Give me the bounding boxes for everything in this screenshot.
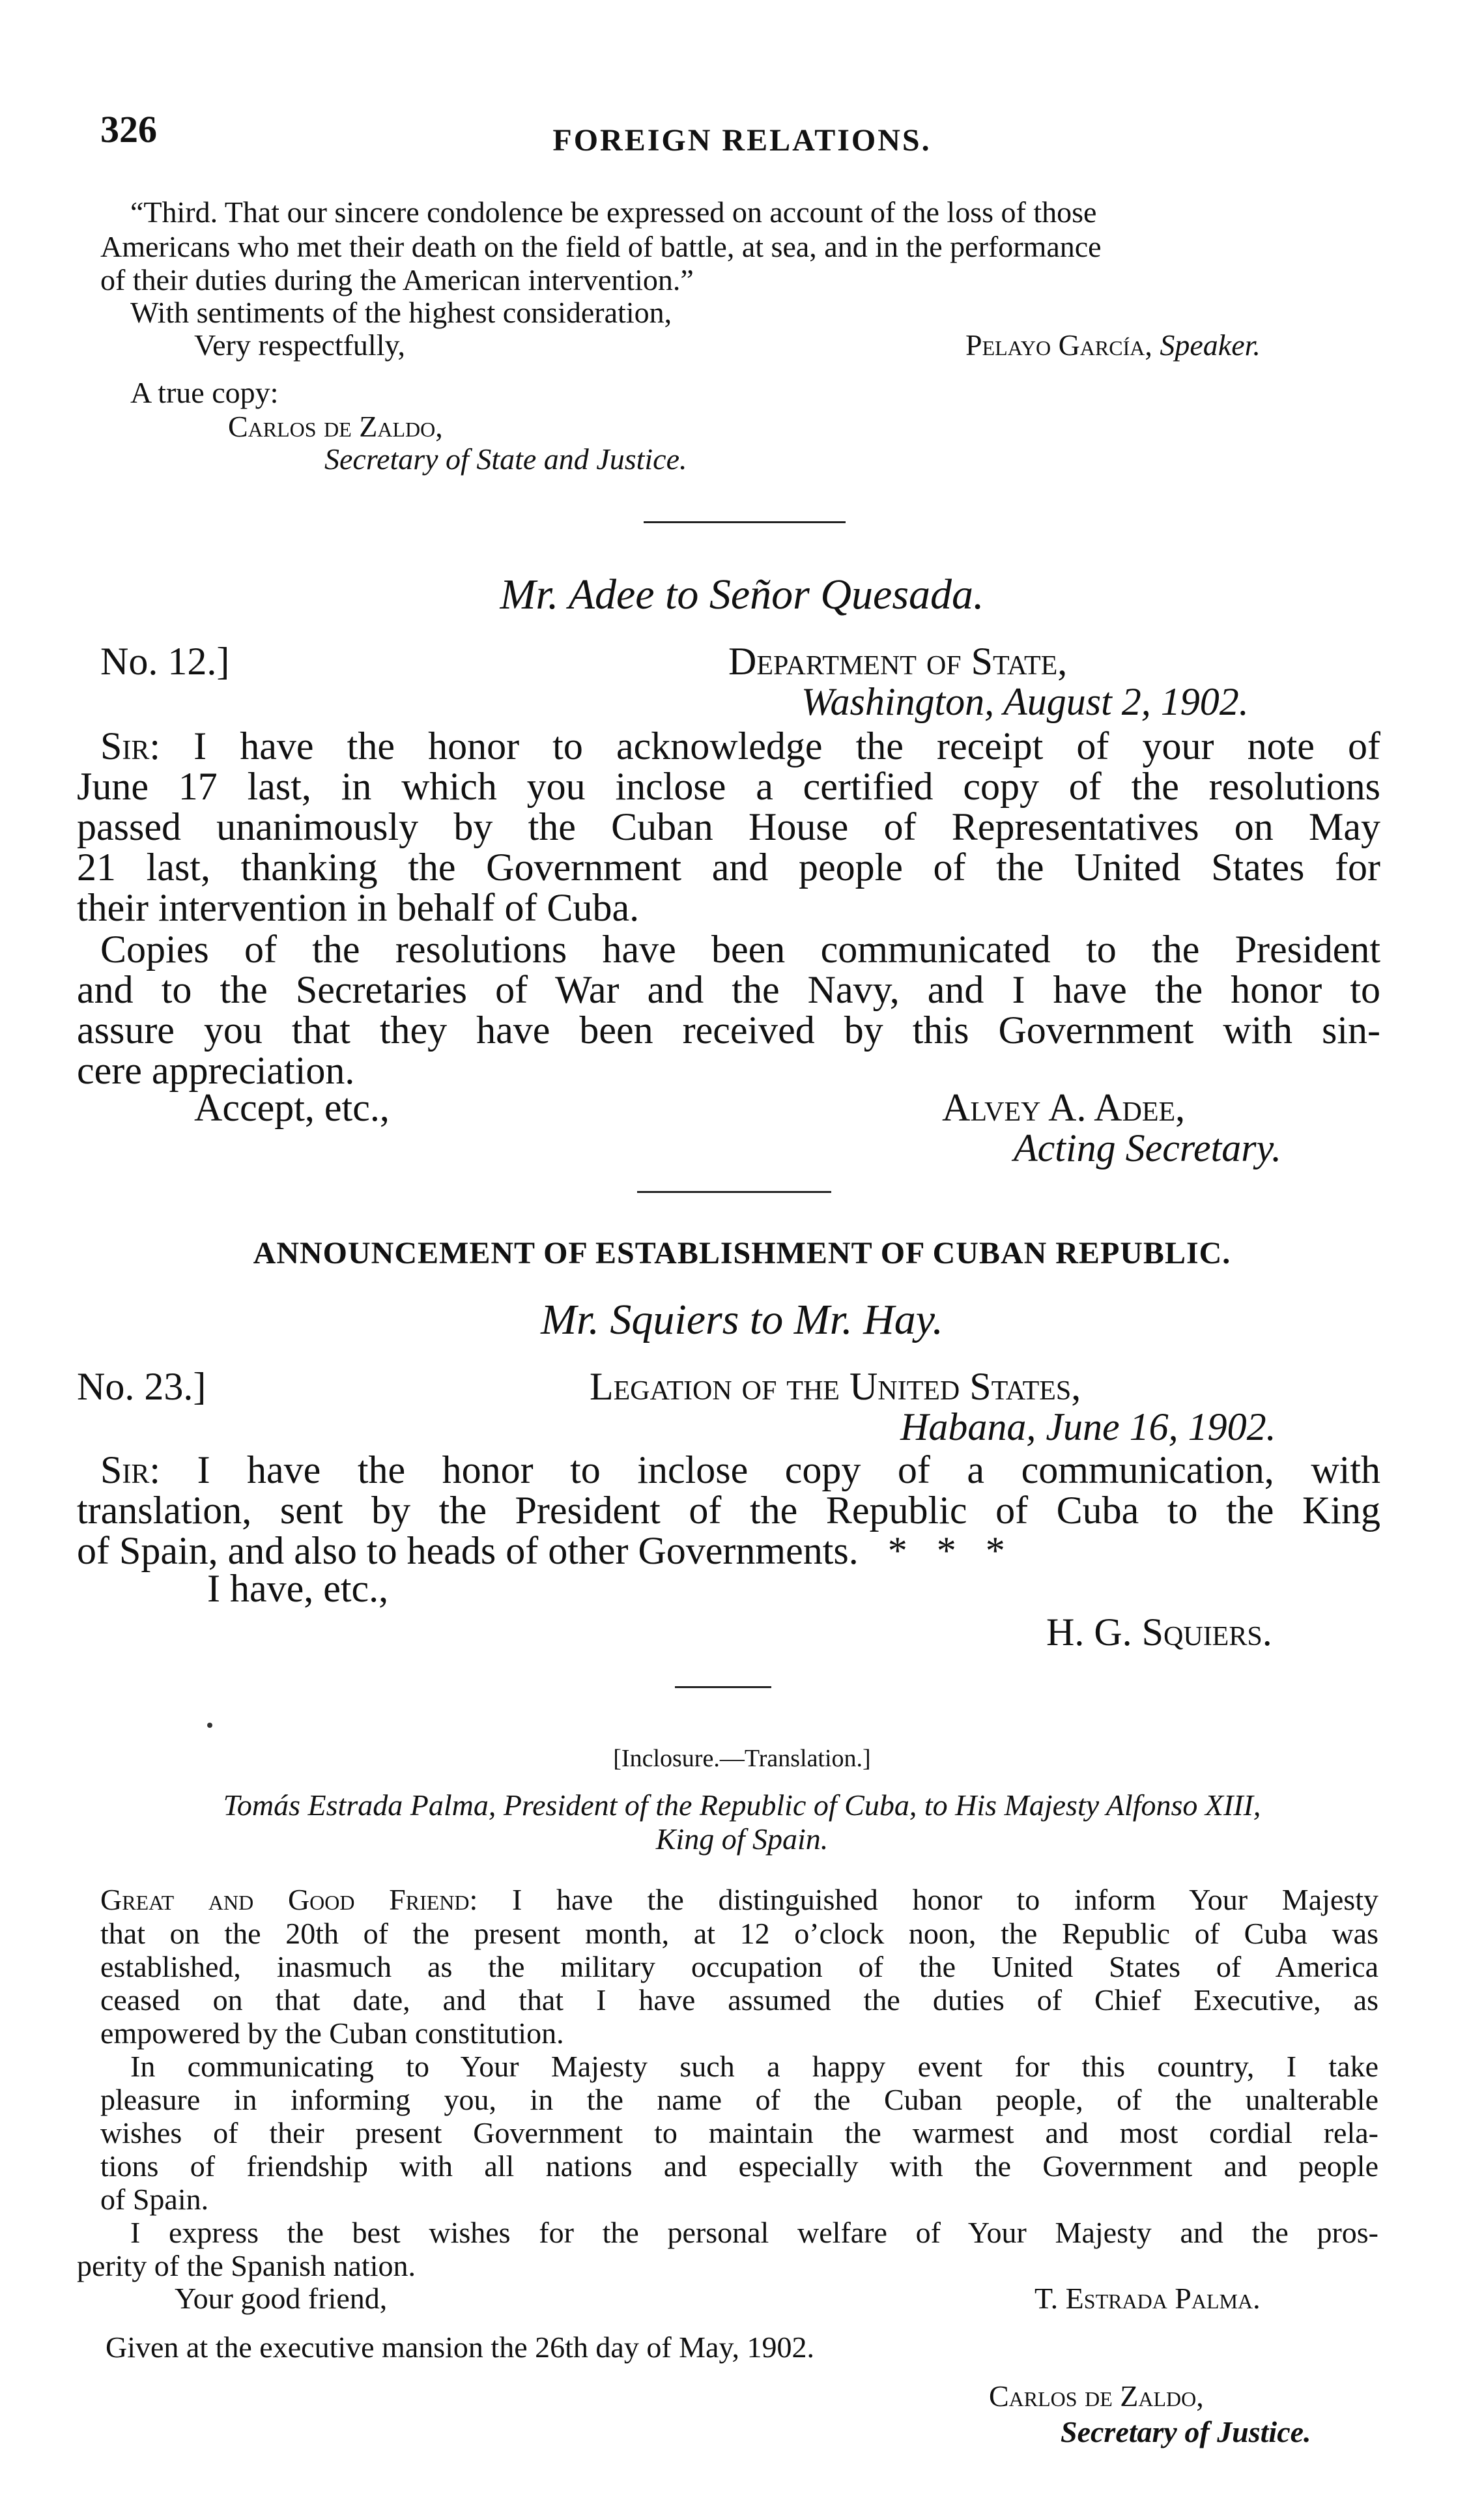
signer-title: Acting Secretary. <box>1014 1126 1281 1169</box>
inclosure-paragraph-line: empowered by the Cuban constitution. <box>100 2016 564 2050</box>
page-number: 326 <box>100 108 157 151</box>
inclosure-title: King of Spain. <box>655 1822 829 1856</box>
letter-heading: Mr. Adee to Señor Quesada. <box>500 571 984 618</box>
paragraph-text: I have the honor to acknowledge the receipt of your note of <box>193 725 1380 768</box>
given-line: Given at the executive mansion the 26th day of May, 1902. <box>106 2331 814 2364</box>
letter-paragraph-line: assure you that they have been received by this Government with sin- <box>77 1009 1380 1052</box>
sentiments-line: With sentiments of the highest consideration, <box>130 296 672 329</box>
closing-friend: Your good friend, <box>175 2282 388 2315</box>
inclosure-paragraph-line: of Spain. <box>100 2183 209 2216</box>
letter-paragraph-line: and to the Secretaries of War and the Navy, and I have the honor to <box>77 968 1380 1011</box>
letter-number: No. 12.] <box>100 640 230 683</box>
paragraph-text: I have the honor to inclose copy of a communication, with <box>197 1448 1380 1491</box>
letter-heading: Mr. Squiers to Mr. Hay. <box>541 1296 943 1343</box>
salutation: Great and Good Friend: <box>100 1883 478 1916</box>
copy-signer-title: Secretary of State and Justice. <box>324 442 687 476</box>
copy-signer-name: Carlos de Zaldo, <box>228 410 443 443</box>
department-line: Department of State, <box>728 640 1068 683</box>
signer-name: T. Estrada Palma. <box>1035 2282 1261 2315</box>
closing-have: I have, etc., <box>207 1567 389 1610</box>
inclosure-paragraph-line: perity of the Spanish nation. <box>77 2249 416 2282</box>
running-title: FOREIGN RELATIONS. <box>552 123 932 158</box>
letter-paragraph-line: their intervention in behalf of Cuba. <box>77 886 640 929</box>
inclosure-paragraph-line: ceased on that date, and that I have assumed the duties of Chief Executive, as <box>100 1983 1378 2016</box>
letter-paragraph-line: June 17 last, in which you inclose a certified copy of the resolutions <box>77 765 1380 808</box>
signer-title: Speaker. <box>1160 328 1261 362</box>
closing-respectfully: Very respectfully, <box>194 328 405 362</box>
signer-name: H. G. Squiers. <box>1046 1611 1272 1654</box>
inclosure-paragraph-line: tions of friendship with all nations and especially with the Government and people <box>100 2149 1378 2183</box>
letter-paragraph-line: of Spain, and also to heads of other Governments. * * * <box>77 1529 1005 1572</box>
separator-rule <box>637 1191 831 1193</box>
separator-rule <box>675 1686 771 1688</box>
separator-rule <box>644 521 846 523</box>
letter-paragraph-line: cere appreciation. <box>77 1049 355 1092</box>
attest-name: Carlos de Zaldo, <box>989 2379 1204 2413</box>
signer-garcia <box>965 330 1261 360</box>
place-date: Washington, August 2, 1902. <box>801 680 1249 723</box>
inclosure-paragraph-line: wishes of their present Government to maintain the warmest and most cordial rela- <box>100 2116 1378 2149</box>
inclosure-paragraph-line: In communicating to Your Majesty such a happy event for this country, I take <box>130 2050 1378 2083</box>
signer-name: Alvey A. Adee, <box>942 1086 1186 1129</box>
letter-number: No. 23.] <box>77 1365 207 1408</box>
closing-accept: Accept, etc., <box>194 1086 390 1129</box>
signer-name: Pelayo García, <box>965 328 1152 362</box>
salutation: Sir: <box>100 1448 161 1491</box>
resolution-line: of their duties during the American intervention.” <box>100 263 694 296</box>
inclosure-paragraph-line: I express the best wishes for the personal welfare of Your Majesty and the pros- <box>130 2216 1378 2249</box>
salutation: Sir: <box>100 725 161 768</box>
letter-paragraph-line: 21 last, thanking the Government and people of the United States for <box>77 846 1380 889</box>
inclosure-label: [Inclosure.—Translation.] <box>613 1745 871 1772</box>
letter-paragraph-line <box>100 726 1380 766</box>
letter-paragraph-line: translation, sent by the President of the Republic of Cuba to the King <box>77 1489 1380 1532</box>
resolution-line: “Third. That our sincere condolence be expressed on account of the loss of those <box>130 195 1097 229</box>
section-title: ANNOUNCEMENT OF ESTABLISHMENT OF CUBAN REPUBLIC. <box>253 1236 1231 1270</box>
place-date: Habana, June 16, 1902. <box>900 1405 1276 1448</box>
resolution-line: Americans who met their death on the field of battle, at sea, and in the performance <box>100 230 1102 263</box>
inclosure-paragraph-line: that on the 20th of the present month, at 12 o’clock noon, the Republic of Cuba was <box>100 1917 1378 1950</box>
attest-title: Secretary of Justice. <box>1061 2415 1311 2448</box>
letter-paragraph-line: passed unanimously by the Cuban House of Representatives on May <box>77 805 1380 848</box>
paragraph-text: I have the distinguished honor to inform Your Majesty <box>512 1883 1378 1916</box>
inclosure-paragraph-line: established, inasmuch as the military occupation of the United States of America <box>100 1950 1378 1983</box>
print-speck <box>207 1723 212 1728</box>
true-copy-label: A true copy: <box>130 376 279 409</box>
legation-line: Legation of the United States, <box>590 1365 1081 1408</box>
inclosure-paragraph-line: pleasure in informing you, in the name of the Cuban people, of the unalterable <box>100 2083 1378 2116</box>
inclosure-paragraph-line <box>100 1885 1378 1915</box>
letter-paragraph-line <box>100 1450 1380 1489</box>
letter-paragraph-line: Copies of the resolutions have been communicated to the President <box>100 928 1380 971</box>
inclosure-title: Tomás Estrada Palma, President of the Republic of Cuba, to His Majesty Alfonso XIII, <box>223 1788 1261 1822</box>
